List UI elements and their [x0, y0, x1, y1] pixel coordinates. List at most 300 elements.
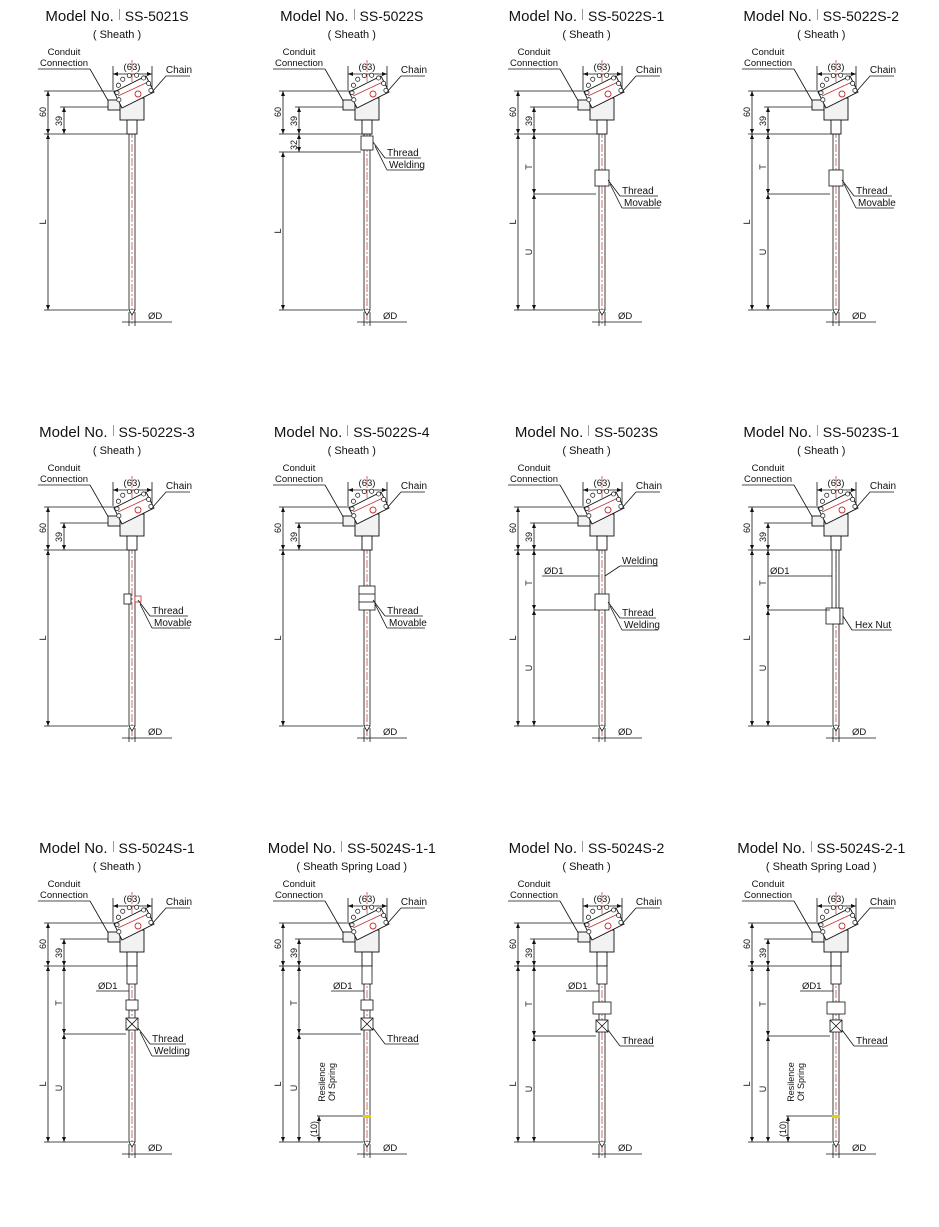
dimension-arrow [617, 72, 622, 76]
fitting-label: Thread [621, 186, 654, 197]
dimension-arrow [113, 72, 118, 76]
conduit-label: Connection [39, 474, 89, 485]
chain-link [586, 83, 590, 87]
extension-tube [127, 966, 137, 984]
dim-10-label: (10) [308, 1120, 319, 1138]
dimension-arrow [46, 129, 50, 134]
dimension-arrow [281, 305, 285, 310]
model-prefix: Model No. [267, 840, 337, 857]
chain-label: Chain [400, 897, 427, 908]
conduit-label: Connection [274, 58, 323, 69]
terminal-screw [370, 91, 376, 97]
dimension-arrow [766, 189, 770, 194]
hex-nut [826, 608, 840, 624]
chain-label: Chain [165, 897, 193, 908]
dimension-arrow [382, 904, 387, 908]
fitting-label: Welding [154, 1046, 190, 1057]
chain-link [825, 77, 829, 81]
od1-label: ØD1 [802, 981, 822, 992]
conduit-label: Connection [39, 890, 89, 901]
model-number: SS-5023S-1 [822, 424, 900, 440]
dim-T-label: T [288, 1000, 299, 1006]
dim-10-label: (10) [778, 1120, 789, 1138]
fitting-label: Movable [388, 618, 427, 629]
dim-L-label: L [272, 1081, 283, 1087]
chain-link [839, 489, 843, 493]
dimension-arrow [583, 488, 588, 492]
dim-60-label: 60 [38, 106, 48, 118]
conduit-label: Connection [509, 890, 558, 901]
od-label: ØD [852, 311, 867, 322]
dimension-arrow [766, 523, 770, 528]
drawing-ss-5022s-4 [235, 416, 469, 811]
dimension-arrow [516, 721, 520, 726]
dim-L-label: L [507, 219, 518, 225]
dimension-arrow [750, 721, 754, 726]
drawing-ss-5024s-1-1 [235, 832, 469, 1227]
extension-tube [362, 966, 372, 984]
dimension-arrow [46, 550, 50, 555]
dimension-arrow [516, 129, 520, 134]
welded-tube [832, 550, 836, 610]
chain-label: Chain [165, 65, 193, 76]
dimension-arrow [766, 134, 770, 139]
dimension-arrow [516, 91, 520, 96]
dimension-arrow [348, 488, 353, 492]
chain-link [381, 913, 385, 917]
dimension-arrow [516, 305, 520, 310]
dimension-arrow [750, 923, 754, 928]
conduit-label: Connection [274, 890, 323, 901]
dimension-arrow [46, 1137, 50, 1142]
conduit-label: Conduit [517, 463, 550, 474]
conduit-label: Connection [509, 58, 558, 69]
dimension-arrow [297, 523, 301, 528]
dim-39-label: 39 [523, 531, 534, 543]
extension-tube [597, 966, 607, 984]
sheath-tip [364, 726, 370, 731]
dimension-arrow [817, 488, 822, 492]
model-prefix: Model No. [39, 424, 108, 441]
assembly-drawing [0, 0, 234, 395]
model-prefix: Model No. [45, 8, 114, 25]
leader-line [622, 492, 636, 508]
chain-link [821, 98, 825, 102]
dim-T-label: T [758, 164, 769, 170]
dimension-arrow [516, 923, 520, 928]
dim-39-label: 39 [523, 947, 534, 959]
dimension-arrow [766, 721, 770, 726]
dimension-arrow [532, 961, 536, 966]
model-subtitle: ( Sheath ) [562, 29, 611, 41]
chain-link [825, 909, 829, 913]
dimension-arrow [297, 939, 301, 944]
dim-39-label: 39 [54, 947, 64, 959]
width-63-label: (63) [123, 478, 141, 489]
chain-link [369, 73, 373, 77]
dimension-arrow [297, 129, 301, 134]
dim-60-label: 60 [507, 522, 518, 534]
chain-link [825, 493, 829, 497]
fitting-label: Thread [386, 1034, 419, 1045]
conduit-label: Conduit [47, 47, 81, 58]
dimension-arrow [532, 523, 536, 528]
head-neck [362, 536, 372, 550]
conduit-label: Connection [744, 474, 793, 485]
dim-L-label: L [742, 1081, 753, 1087]
dimension-arrow [851, 488, 856, 492]
chain-link [116, 499, 120, 503]
model-prefix: Model No. [743, 8, 812, 25]
dimension-arrow [532, 610, 536, 615]
od-label: ØD [617, 727, 632, 738]
chain-link [851, 497, 855, 501]
dimension-arrow [532, 721, 536, 726]
chain-link [821, 514, 825, 518]
chain-link [611, 492, 615, 496]
model-number: SS-5022S [359, 8, 424, 24]
od-label: ØD [382, 311, 397, 322]
dimension-arrow [281, 152, 285, 157]
fitting-label: Thread [386, 606, 419, 617]
dim-60-label: 60 [742, 938, 753, 950]
dimension-arrow [851, 904, 856, 908]
chain-link [831, 490, 835, 494]
conduit-label: Connection [744, 890, 793, 901]
chain-link [351, 499, 355, 503]
width-63-label: (63) [593, 894, 610, 905]
model-number: SS-5021S [124, 8, 189, 24]
dimension-arrow [382, 488, 387, 492]
chain-label: Chain [635, 897, 662, 908]
head-neck [362, 120, 372, 134]
leader-line [856, 492, 870, 508]
dimension-arrow [281, 923, 285, 928]
head-neck [831, 536, 841, 550]
dimension-arrow [766, 610, 770, 615]
od-label: ØD [382, 1143, 397, 1154]
dimension-arrow [817, 72, 822, 76]
chain-link [853, 504, 857, 508]
assembly-drawing [704, 0, 938, 395]
leader-line [608, 1030, 620, 1046]
chain-link [611, 76, 615, 80]
dimension-arrow [750, 507, 754, 512]
hex-nut-edge [840, 608, 843, 624]
model-number: SS-5022S-2 [822, 8, 900, 24]
leader-line [325, 69, 345, 104]
head-neck [831, 120, 841, 134]
dimension-arrow [113, 904, 118, 908]
chain-link [616, 497, 620, 501]
chain-link [831, 906, 835, 910]
chain-link [362, 74, 366, 78]
terminal-screw [839, 91, 845, 97]
head-neck [127, 536, 137, 550]
dimension-arrow [750, 91, 754, 96]
model-number: SS-5024S-2-1 [816, 840, 906, 856]
model-subtitle: ( Sheath ) [562, 445, 611, 457]
connection-head [108, 73, 154, 134]
terminal-screw [135, 91, 141, 97]
chain-link [127, 906, 131, 910]
extension-tube [831, 966, 841, 984]
dim-T-label: T [523, 164, 534, 170]
leader-line [560, 485, 580, 520]
dim-39-label: 39 [288, 531, 299, 543]
fitting-label: Thread [152, 1034, 184, 1045]
od1-label: ØD1 [98, 981, 118, 992]
leader-line [152, 76, 166, 92]
chain-link [381, 497, 385, 501]
od1-label: ØD1 [332, 981, 353, 992]
connection-head [578, 73, 624, 134]
chain-label: Chain [635, 65, 662, 76]
chain-link [851, 913, 855, 917]
dimension-arrow [297, 966, 301, 971]
dimension-arrow [46, 966, 50, 971]
connection-head [578, 489, 624, 550]
connection-head [108, 489, 154, 550]
dimension-arrow [382, 72, 387, 76]
dimension-arrow [617, 904, 622, 908]
drawing-ss-5022s-1 [470, 0, 704, 395]
chain-link [604, 73, 608, 77]
sheath-tip [599, 310, 605, 315]
dimension-arrow [516, 961, 520, 966]
width-63-label: (63) [827, 894, 845, 905]
spring-marker [832, 1115, 840, 1118]
chain-link [135, 489, 139, 493]
dimension-arrow [46, 305, 50, 310]
dimension-arrow [750, 550, 754, 555]
width-63-label: (63) [358, 478, 376, 489]
dim-L-label: L [742, 219, 753, 225]
chain-label: Chain [870, 481, 897, 492]
dimension-arrow [750, 129, 754, 134]
welding-label: Welding [621, 556, 658, 567]
dim-U-label: U [288, 1084, 299, 1092]
model-number: SS-5024S-1 [118, 840, 195, 856]
union-body [361, 1000, 373, 1010]
chain-link [846, 492, 850, 496]
chain-link [376, 76, 380, 80]
connection-head [343, 73, 389, 134]
fitting-label: Welding [623, 620, 660, 631]
dimension-arrow [766, 966, 770, 971]
dim-39-label: 39 [288, 115, 299, 127]
connection-head [343, 905, 389, 966]
dimension-arrow [297, 1034, 301, 1039]
conduit-label: Conduit [517, 47, 550, 58]
model-prefix: Model No. [743, 424, 812, 441]
model-subtitle: ( Sheath ) [797, 445, 846, 457]
od-label: ØD [617, 1143, 632, 1154]
model-number: SS-5024S-1-1 [347, 840, 436, 856]
terminal-screw [839, 923, 845, 929]
dimension-arrow [297, 1137, 301, 1142]
dimension-arrow [532, 1031, 536, 1036]
chain-link [586, 514, 590, 518]
chain-link [597, 490, 601, 494]
dim-L-label: L [272, 635, 283, 641]
dimension-arrow [297, 545, 301, 550]
head-neck [597, 120, 607, 134]
sheath-tip [364, 1142, 370, 1147]
chain-link [839, 73, 843, 77]
dim-60-label: 60 [272, 938, 283, 950]
chain-label: Chain [400, 65, 427, 76]
connection-head [812, 73, 858, 134]
drawing-ss-5024s-2 [470, 832, 704, 1227]
movable-fitting [359, 586, 375, 610]
drawing-ss-5022s [235, 0, 469, 395]
fitting-label: Thread [386, 148, 419, 159]
chain-link [821, 83, 825, 87]
conduit-label: Conduit [751, 463, 785, 474]
head-neck [597, 952, 607, 966]
dimension-arrow [46, 923, 50, 928]
dimension-arrow [281, 550, 285, 555]
chain-label: Chain [635, 481, 662, 492]
chain-link [851, 81, 855, 85]
width-63-label: (63) [123, 894, 141, 905]
resilience-label: Resilence [316, 1062, 327, 1102]
model-prefix: Model No. [514, 424, 584, 441]
dimension-arrow [62, 966, 66, 971]
drawing-ss-5023s [470, 416, 704, 811]
model-number: SS-5023S [594, 424, 659, 440]
conduit-label: Connection [744, 58, 793, 69]
dimension-arrow [147, 904, 152, 908]
chain-link [384, 504, 388, 508]
dimension-arrow [750, 545, 754, 550]
chain-link [853, 920, 857, 924]
leader-line [794, 69, 814, 104]
leader-line [90, 485, 110, 520]
chain-link [381, 81, 385, 85]
dim-39-label: 39 [758, 947, 769, 959]
od1-label: ØD1 [567, 981, 588, 992]
dimension-arrow [766, 961, 770, 966]
chain-link [352, 930, 356, 934]
leader-line [560, 901, 580, 936]
leader-line [387, 908, 401, 924]
leader-line [842, 1030, 854, 1046]
leader-line [387, 492, 401, 508]
head-neck [127, 120, 137, 134]
chain-link [618, 504, 622, 508]
model-number: SS-5022S-4 [353, 424, 430, 440]
conduit-label: Conduit [751, 47, 785, 58]
drawing-ss-5022s-2 [704, 0, 938, 395]
chain-link [839, 905, 843, 909]
chain-link [590, 77, 594, 81]
dimension-arrow [516, 966, 520, 971]
dimension-arrow [750, 1137, 754, 1142]
leader-line [608, 602, 620, 618]
chain-link [831, 74, 835, 78]
fitting-label: Movable [858, 198, 897, 209]
dimension-arrow [851, 72, 856, 76]
sheath-tip [129, 726, 135, 731]
chain-link [821, 930, 825, 934]
head-neck [831, 952, 841, 966]
terminal-screw [605, 91, 611, 97]
width-63-label: (63) [593, 62, 610, 73]
leader-line [152, 908, 166, 924]
dim-39-label: 39 [288, 947, 299, 959]
chain-link [618, 88, 622, 92]
dimension-arrow [348, 904, 353, 908]
chain-link [141, 908, 145, 912]
dim-39-label: 39 [758, 531, 769, 543]
chain-link [141, 76, 145, 80]
dim-32-label: 32 [288, 139, 299, 151]
dim-T-label: T [758, 1001, 769, 1007]
od-label: ØD [148, 311, 163, 322]
conduit-label: Connection [274, 474, 323, 485]
dimension-arrow [46, 961, 50, 966]
drawing-ss-5021s [0, 0, 234, 395]
sheath-tip [599, 1142, 605, 1147]
dimension-arrow [348, 72, 353, 76]
width-63-label: (63) [827, 62, 845, 73]
chain-link [586, 98, 590, 102]
connection-head [343, 489, 389, 550]
dimension-arrow [532, 1137, 536, 1142]
model-subtitle: ( Sheath ) [562, 861, 611, 873]
dimension-arrow [766, 1036, 770, 1041]
chain-link [135, 73, 139, 77]
dimension-arrow [297, 961, 301, 966]
leader-line [560, 69, 580, 104]
chain-link [352, 514, 356, 518]
conduit-label: Conduit [282, 47, 316, 58]
resilience-label: Resilence [786, 1062, 797, 1102]
chain-link [590, 909, 594, 913]
chain-label: Chain [400, 481, 427, 492]
leader-line [90, 901, 110, 936]
assembly-drawing [704, 832, 938, 1227]
chain-link [376, 492, 380, 496]
sheath-tip [364, 310, 370, 315]
chain-link [351, 83, 355, 87]
head-neck [597, 536, 607, 550]
dimension-arrow [281, 545, 285, 550]
union-body [126, 1000, 138, 1010]
resilience-label: Of Spring [326, 1062, 337, 1102]
dim-T-label: T [523, 1001, 534, 1007]
dim-60-label: 60 [272, 106, 283, 118]
od-label: ØD [617, 311, 632, 322]
chain-link [135, 905, 139, 909]
dimension-arrow [532, 966, 536, 971]
dimension-arrow [516, 134, 520, 139]
union-body [827, 1002, 845, 1014]
dim-L-label: L [38, 219, 48, 225]
chain-label: Chain [165, 481, 193, 492]
chain-link [586, 930, 590, 934]
dim-L-label: L [272, 228, 283, 234]
dimension-arrow [766, 305, 770, 310]
chain-link [149, 504, 153, 508]
chain-link [149, 88, 153, 92]
leader-line [794, 901, 814, 936]
chain-link [618, 920, 622, 924]
chain-link [121, 77, 125, 81]
connection-head [812, 905, 858, 966]
